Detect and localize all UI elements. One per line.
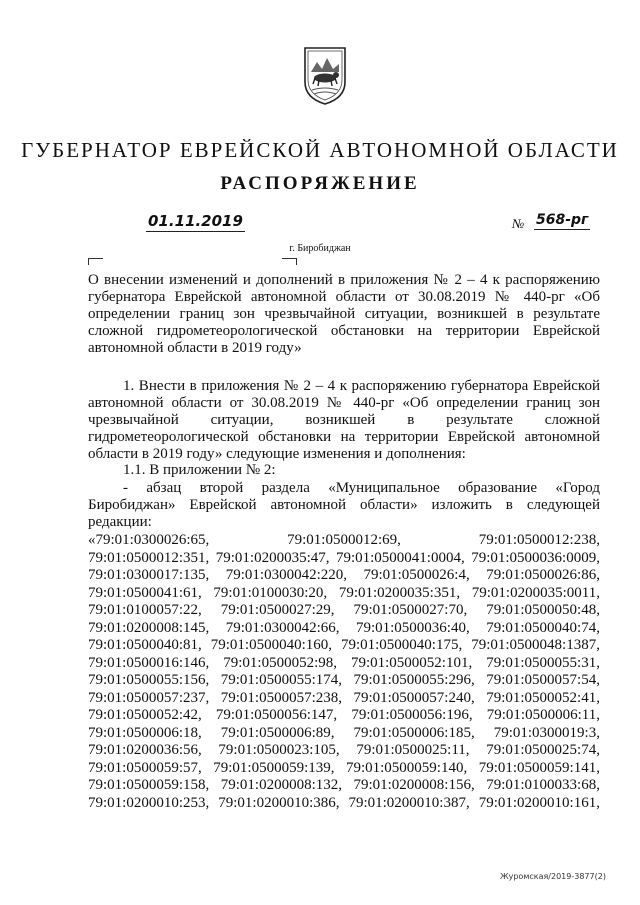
cadastral-number: 79:01:0500059:141, [478, 759, 600, 776]
cadastral-number: 79:01:0500041:61, [88, 584, 202, 601]
cadastral-number: 79:01:0500059:57, [88, 759, 202, 776]
cadastral-number: 79:01:0500041:0004, [335, 549, 465, 566]
cadastral-row [88, 690, 600, 707]
subject-corner-left [88, 258, 103, 265]
coat-of-arms-emblem [302, 42, 348, 106]
cadastral-number: 79:01:0500050:48, [486, 602, 600, 618]
cadastral-row [88, 795, 600, 812]
cadastral-number: 79:01:0500016:146, [88, 654, 210, 671]
cadastral-number: 79:01:0500052:41, [486, 689, 600, 706]
cadastral-number: 79:01:0100030:20, [213, 584, 328, 601]
issuer-title: ГУБЕРНАТОР ЕВРЕЙСКОЙ АВТОНОМНОЙ ОБЛАСТИ [21, 138, 619, 162]
cadastral-row [88, 760, 600, 777]
cadastral-number: 79:01:0500027:70, [353, 602, 468, 618]
cadastral-number: 79:01:0200008:132, [220, 777, 342, 793]
paragraph-1-1: 1.1. В приложении № 2: [123, 462, 276, 478]
cadastral-row [88, 637, 600, 654]
subject-corner-right [282, 258, 297, 265]
cadastral-number: 79:01:0100057:22, [88, 602, 202, 618]
cadastral-number: 79:01:0300017:135, [88, 567, 210, 583]
document-type: РАСПОРЯЖЕНИЕ [220, 173, 420, 194]
cadastral-row [88, 602, 600, 619]
cadastral-number: 79:01:0500006:18, [88, 724, 202, 741]
cadastral-number: 79:01:0300019:3, [493, 724, 600, 741]
cadastral-row [88, 550, 600, 567]
cadastral-number: 79:01:0500059:140, [345, 759, 468, 776]
cadastral-number: 79:01:0500057:237, [88, 689, 210, 706]
cadastral-number: 79:01:0500040:74, [486, 619, 600, 636]
cadastral-number: 79:01:0500057:238, [220, 689, 342, 706]
cadastral-number: 79:01:0500059:158, [88, 777, 210, 793]
cadastral-number: 79:01:0500055:156, [88, 672, 210, 688]
cadastral-number: 79:01:0500056:196, [351, 707, 473, 723]
cadastral-number: 79:01:0500057:54, [486, 672, 600, 688]
cadastral-number: 79:01:0500056:147, [215, 707, 338, 723]
cadastral-number: 79:01:0200010:387, [348, 794, 470, 811]
cadastral-number: 79:01:0500025:11, [356, 742, 470, 758]
cadastral-number: 79:01:0200010:386, [218, 794, 340, 811]
paragraph-amendment: - абзац второй раздела «Муниципальное образование «Город Биробиджан» Еврейской автономной области» изложить в следующей редакции: [88, 480, 600, 530]
cadastral-number: 79:01:0500012:69, [287, 532, 401, 548]
cadastral-number: 79:01:0500026:86, [486, 567, 600, 583]
cadastral-number: 79:01:0500040:175, [340, 637, 463, 653]
cadastral-number: 79:01:0500012:351, [88, 549, 210, 566]
cadastral-number: 79:01:0100033:68, [486, 777, 600, 793]
cadastral-number: 79:01:0500059:139, [213, 759, 335, 776]
cadastral-number: 79:01:0500025:74, [486, 742, 600, 758]
cadastral-number: 79:01:0500040:160, [210, 637, 332, 653]
cadastral-number: 79:01:0200008:156, [353, 777, 475, 793]
document-subject: О внесении изменений и дополнений в приложения № 2 – 4 к распоряжению губернатора Еврейской автономной области от 30.08.2019 № 440-рг «Об определении границ зон чрезвычайной ситуации, возникшей в результате сложной гидрометеорологической обстановки на территории Еврейской автономной области в 2019 году» [88, 272, 600, 356]
cadastral-number: 79:01:0500023:105, [218, 742, 340, 758]
paragraph-1: 1. Внести в приложения № 2 – 4 к распоряжению губернатора Еврейской автономной области от 30.08.2019 № 440-рг «Об определении границ зон чрезвычайной ситуации, возникшей в результате сложной гидрометеорологической обстановки на территории Еврейской автономной области в 2019 году» следующие изменения и дополнения: [88, 378, 600, 462]
cadastral-number: 79:01:0200008:145, [88, 619, 210, 636]
cadastral-number: 79:01:0500057:240, [353, 689, 475, 706]
document-number: 568-рг [536, 212, 589, 228]
cadastral-number: 79:01:0300042:220, [225, 567, 347, 583]
cadastral-row [88, 777, 600, 794]
cadastral-number: 79:01:0500055:31, [486, 654, 600, 671]
cadastral-row [88, 707, 600, 724]
cadastral-number: 79:01:0500006:89, [220, 724, 335, 741]
cadastral-number: 79:01:0300042:66, [225, 619, 340, 636]
cadastral-number: 79:01:0200035:0011, [471, 584, 600, 601]
cadastral-number: 79:01:0200035:351, [338, 584, 461, 601]
cadastral-number: 79:01:0500055:296, [353, 672, 475, 688]
cadastral-number: 79:01:0500048:1387, [471, 637, 600, 653]
cadastral-row [88, 567, 600, 584]
cadastral-row [88, 672, 600, 689]
cadastral-number: 79:01:0500006:11, [486, 707, 600, 723]
document-date: 01.11.2019 [148, 212, 243, 230]
cadastral-number: 79:01:0500052:98, [223, 654, 337, 671]
cadastral-number: 79:01:0500012:238, [478, 532, 600, 548]
cadastral-number: 79:01:0500052:101, [350, 654, 473, 671]
cadastral-number: 79:01:0500006:185, [353, 724, 475, 741]
cadastral-number: 79:01:0500036:0009, [471, 549, 600, 566]
cadastral-number: «79:01:0300026:65, [88, 532, 210, 548]
cadastral-number: 79:01:0500052:42, [88, 707, 202, 723]
cadastral-number: 79:01:0500055:174, [220, 672, 342, 688]
cadastral-number: 79:01:0500040:81, [88, 637, 202, 653]
cadastral-row [88, 725, 600, 742]
cadastral-number: 79:01:0500027:29, [220, 602, 335, 618]
cadastral-row [88, 742, 600, 759]
cadastral-number: 79:01:0500036:40, [355, 619, 470, 636]
cadastral-number: 79:01:0200035:47, [215, 549, 330, 566]
cadastral-row [88, 585, 600, 602]
cadastral-row [88, 655, 600, 672]
number-label: № [512, 216, 525, 231]
cadastral-row [88, 620, 600, 637]
footer-document-code: Журомская/2019-3877(2) [500, 872, 606, 881]
cadastral-number: 79:01:0200036:56, [88, 742, 202, 758]
cadastral-row [88, 532, 600, 549]
city: г. Биробиджан [289, 243, 351, 254]
cadastral-number: 79:01:0200010:253, [88, 794, 210, 811]
cadastral-number: 79:01:0500026:4, [363, 567, 470, 583]
cadastral-number: 79:01:0200010:161, [478, 794, 600, 811]
